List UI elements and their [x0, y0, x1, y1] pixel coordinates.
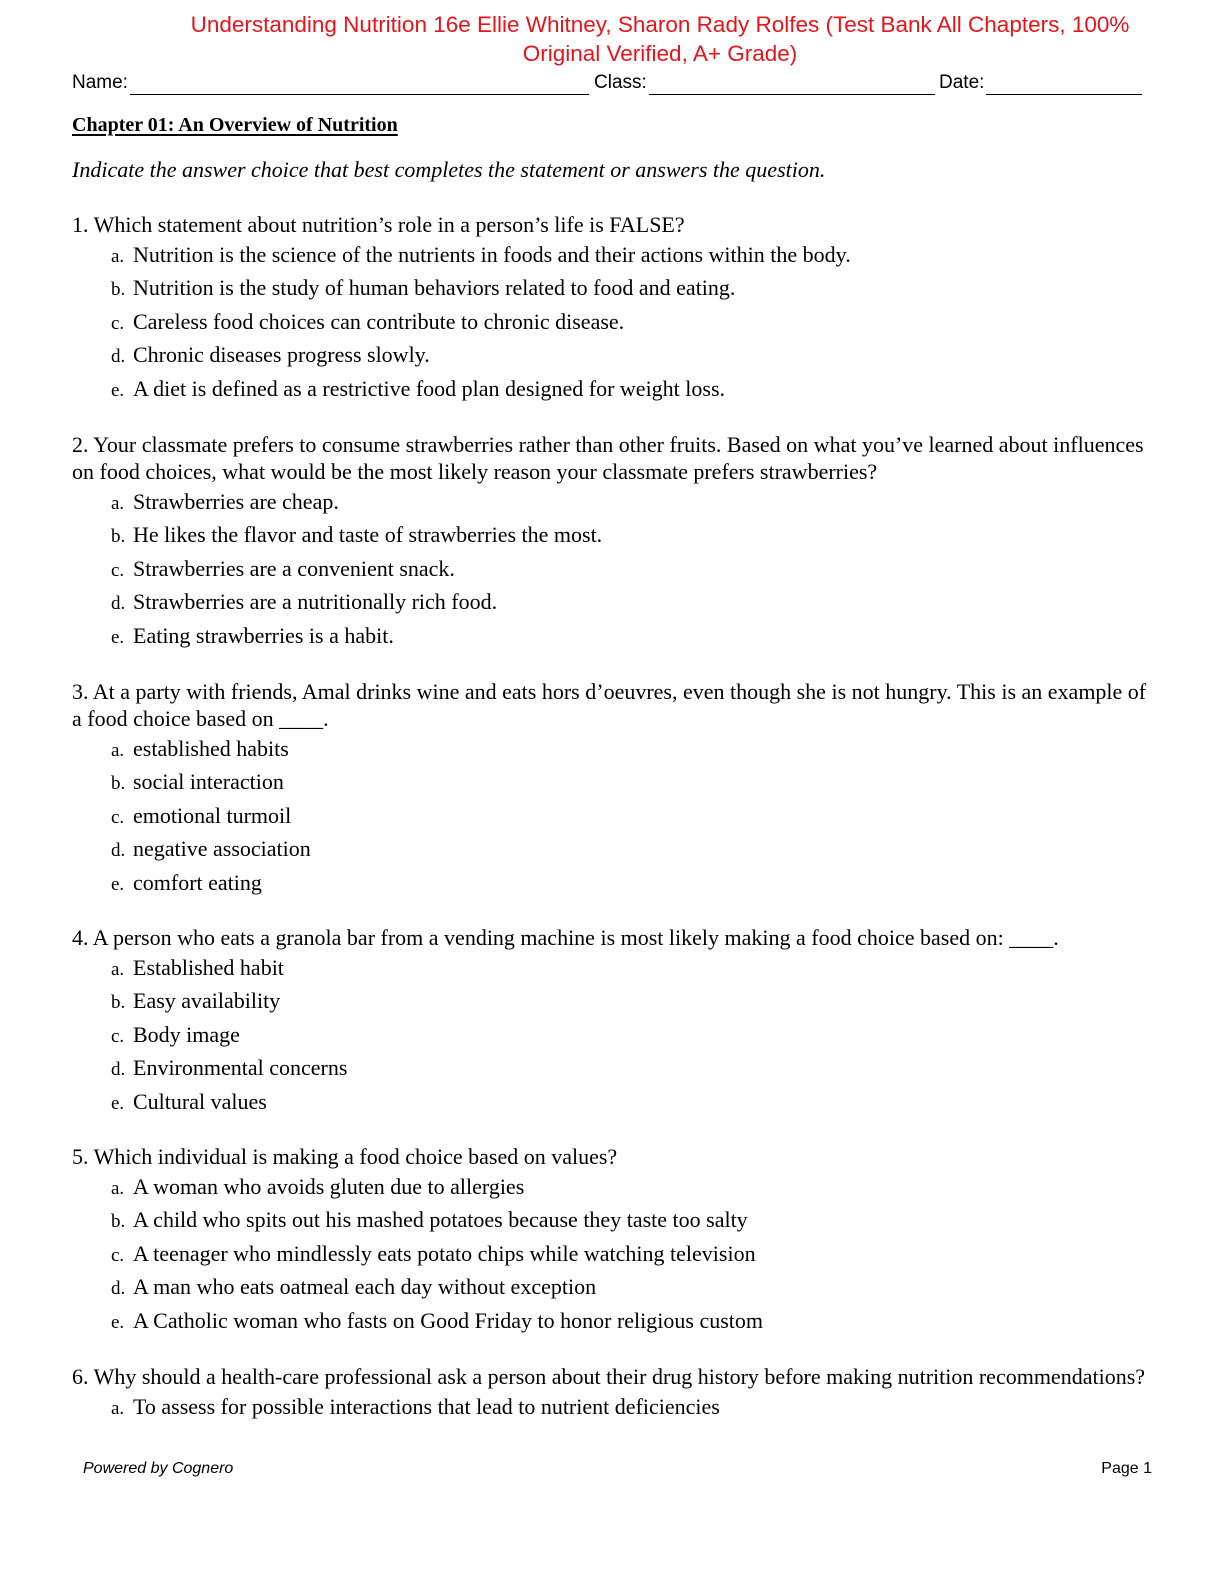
choice-text: Strawberries are cheap.	[133, 489, 339, 514]
class-blank	[649, 94, 935, 95]
choice-letter: e.	[111, 1311, 125, 1333]
choice-b	[72, 273, 1152, 306]
choice-letter: b.	[111, 992, 126, 1014]
choice-text: To assess for possible interactions that lead to nutrient deficiencies	[133, 1394, 720, 1419]
question-stem: 4. A person who eats a granola bar from a vending machine is most likely making a food choice based on: ____.	[72, 925, 1059, 950]
choice-text: comfort eating	[133, 869, 262, 895]
choice-a	[72, 953, 1152, 986]
choice-c	[72, 1239, 1152, 1272]
answer-choices	[72, 1392, 1152, 1425]
choice-text: Strawberries are a nutritionally rich food.	[133, 589, 498, 615]
answer-choices	[72, 953, 1152, 1120]
choice-letter: e.	[111, 626, 125, 648]
answer-choices	[72, 487, 1152, 654]
choice-letter: c.	[111, 806, 125, 828]
choice-letter: e.	[111, 873, 125, 895]
question-stem: 3. At a party with friends, Amal drinks wine and eats hors d’oeuvres, even though she is not hungry. This is an example of a food choice based on ____.	[72, 679, 1147, 731]
choice-letter: a.	[111, 493, 125, 514]
choice-text: A man who eats oatmeal each day without exception	[133, 1274, 597, 1300]
choice-d	[72, 587, 1152, 620]
choice-c	[72, 801, 1152, 834]
choice-d	[72, 1053, 1152, 1086]
choice-text: Cultural values	[133, 1088, 267, 1114]
choice-e	[72, 1087, 1152, 1120]
choice-letter: a.	[111, 1398, 125, 1419]
question-4	[72, 924, 1152, 1120]
question-1	[72, 211, 1152, 407]
choice-letter: d.	[111, 346, 126, 368]
name-blank	[130, 94, 589, 95]
choice-text: Eating strawberries is a habit.	[133, 622, 394, 648]
choice-letter: c.	[111, 1244, 125, 1266]
choice-text: A diet is defined as a restrictive food plan designed for weight loss.	[133, 375, 726, 401]
answer-choices	[72, 734, 1152, 901]
question-stem: 1. Which statement about nutrition’s role in a person’s life is FALSE?	[72, 212, 685, 237]
choice-text: Nutrition is the science of the nutrients in foods and their actions within the body.	[133, 242, 851, 267]
choice-a	[72, 1172, 1152, 1205]
choice-text: A Catholic woman who fasts on Good Friday to honor religious custom	[133, 1307, 763, 1333]
choice-d	[72, 834, 1152, 867]
page-number: Page 1	[1101, 1460, 1152, 1477]
chapter-title: Chapter 01: An Overview of Nutrition	[72, 114, 398, 136]
answer-choices	[72, 1172, 1152, 1339]
choice-text: Careless food choices can contribute to chronic disease.	[133, 308, 625, 334]
class-label: Class:	[594, 72, 647, 93]
question-3	[72, 678, 1152, 901]
choice-letter: e.	[111, 1092, 125, 1114]
choice-letter: a.	[111, 246, 125, 267]
choice-text: Body image	[133, 1021, 240, 1047]
choice-c	[72, 1020, 1152, 1053]
choice-b	[72, 520, 1152, 553]
name-label: Name:	[72, 72, 128, 93]
choice-letter: b.	[111, 773, 126, 795]
choice-b	[72, 986, 1152, 1019]
choice-letter: c.	[111, 312, 125, 334]
question-5	[72, 1143, 1152, 1339]
question-stem: 6. Why should a health-care professional ask a person about their drug history before making nutrition recommendations?	[72, 1364, 1146, 1389]
document-banner	[130, 10, 1190, 68]
question-6	[72, 1363, 1152, 1425]
choice-text: A child who spits out his mashed potatoes because they taste too salty	[133, 1207, 748, 1233]
choice-letter: a.	[111, 959, 125, 980]
choice-letter: a.	[111, 740, 125, 761]
question-2	[72, 431, 1152, 654]
choice-letter: a.	[111, 1178, 125, 1199]
choice-text: Chronic diseases progress slowly.	[133, 342, 430, 368]
instructions: Indicate the answer choice that best completes the statement or answers the question.	[72, 157, 826, 182]
choice-b	[72, 1205, 1152, 1238]
choice-text: Environmental concerns	[133, 1055, 348, 1081]
choice-text: social interaction	[133, 769, 284, 795]
choice-a	[72, 1392, 1152, 1425]
choice-b	[72, 767, 1152, 800]
choice-text: Nutrition is the study of human behaviors related to food and eating.	[133, 275, 736, 301]
choice-e	[72, 374, 1152, 407]
banner-line-2: Original Verified, A+ Grade)	[522, 41, 798, 66]
choice-text: Established habit	[133, 955, 284, 980]
choice-text: emotional turmoil	[133, 802, 292, 828]
choice-c	[72, 307, 1152, 340]
choice-text: established habits	[133, 736, 289, 761]
choice-text: A teenager who mindlessly eats potato chips while watching television	[133, 1240, 756, 1266]
date-label: Date:	[939, 72, 985, 93]
choice-letter: d.	[111, 1059, 126, 1081]
banner-line-1: Understanding Nutrition 16e Ellie Whitney, Sharon Rady Rolfes (Test Bank All Chapters, 100%	[190, 12, 1130, 37]
choice-text: A woman who avoids gluten due to allergies	[133, 1174, 525, 1199]
choice-letter: c.	[111, 1025, 125, 1047]
choice-c	[72, 554, 1152, 587]
answer-choices	[72, 240, 1152, 407]
date-blank	[986, 94, 1142, 95]
choice-e	[72, 1306, 1152, 1339]
choice-a	[72, 487, 1152, 520]
question-stem: 5. Which individual is making a food choice based on values?	[72, 1144, 618, 1169]
choice-letter: d.	[111, 840, 126, 862]
powered-by-footer: Powered by Cognero	[83, 1460, 234, 1477]
choice-letter: b.	[111, 279, 126, 301]
question-stem: 2. Your classmate prefers to consume strawberries rather than other fruits. Based on what you’ve learned about influences on food choices, what would be the most likely reason your classmate prefers strawberries?	[72, 432, 1144, 484]
student-info-row	[72, 70, 1142, 98]
choice-letter: b.	[111, 1211, 126, 1233]
choice-a	[72, 240, 1152, 273]
choice-letter: d.	[111, 593, 126, 615]
choice-d	[72, 1272, 1152, 1305]
choice-e	[72, 621, 1152, 654]
choice-text: He likes the flavor and taste of strawberries the most.	[133, 522, 603, 548]
choice-e	[72, 868, 1152, 901]
choice-a	[72, 734, 1152, 767]
choice-letter: b.	[111, 526, 126, 548]
choice-letter: e.	[111, 379, 125, 401]
choice-d	[72, 340, 1152, 373]
choice-letter: d.	[111, 1278, 126, 1300]
choice-letter: c.	[111, 559, 125, 581]
choice-text: Easy availability	[133, 988, 281, 1014]
choice-text: negative association	[133, 836, 311, 862]
choice-text: Strawberries are a convenient snack.	[133, 555, 455, 581]
